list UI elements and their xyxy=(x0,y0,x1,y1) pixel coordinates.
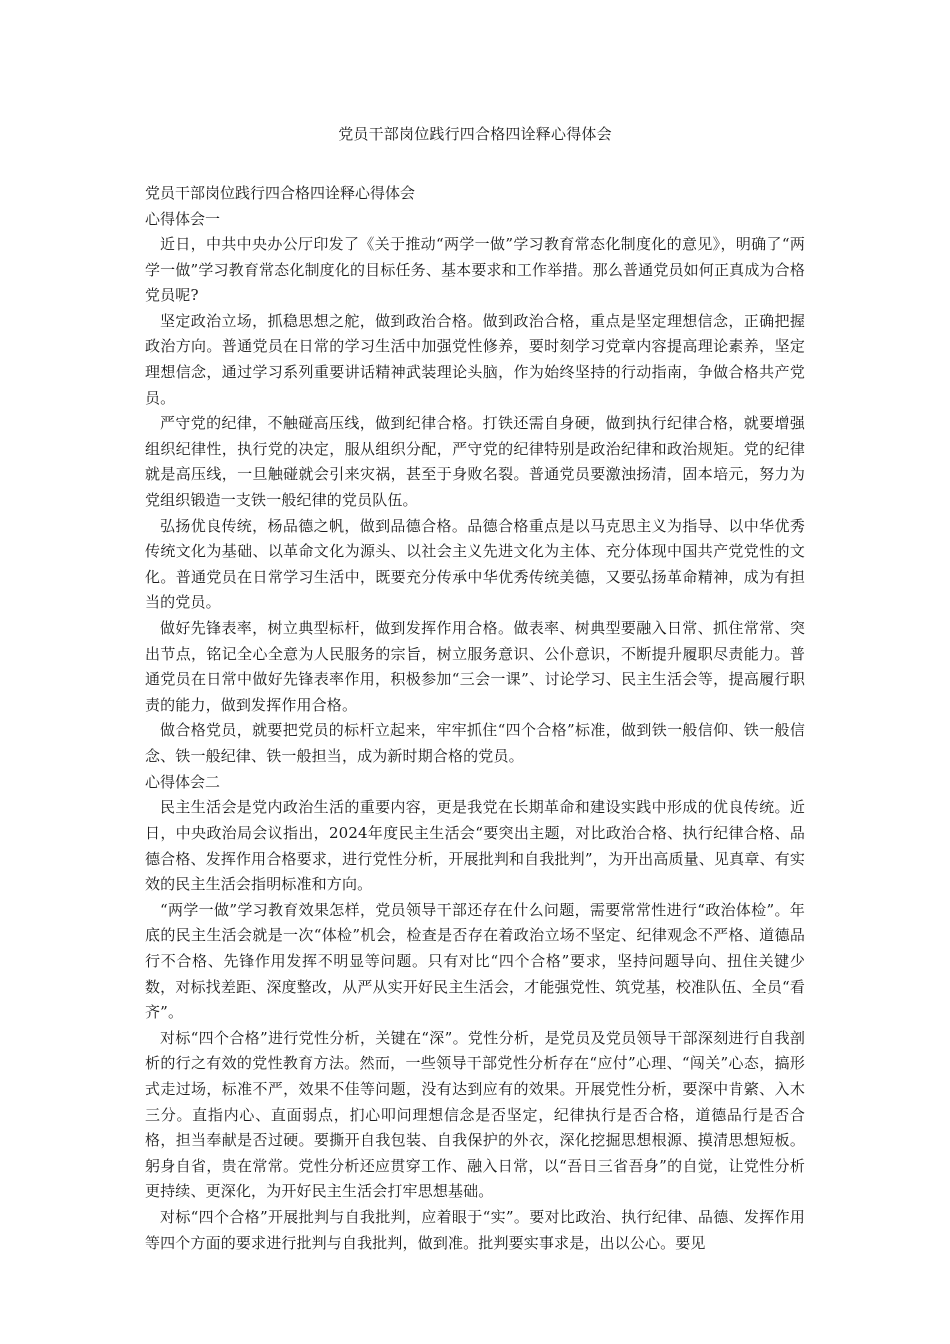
paragraph: “两学一做”学习教育效果怎样，党员领导干部还存在什么问题，需要常常性进行“政治体检”。年底的民主生活会就是一次“体检”机会，检查是否存在着政治立场不坚定、纪律观念不严格、道德品行不合格、先锋作用发挥不明显等问题。只有对比“四个合格”要求，坚持问题导向、扭住关键少数，对标找差距、深度整改，从严从实开好民主生活会，才能强党性、筑党基，校准队伍、全员“看齐”。 xyxy=(145,900,805,1022)
paragraph: 弘扬优良传统，杨品德之帆，做到品德合格。品德合格重点是以马克思主义为指导、以中华优秀传统文化为基础、以革命文化为源头、以社会主义先进文化为主体、充分体现中国共产党党性的文化。普通党员在日常学习生活中，既要充分传承中华优秀传统美德，又要弘扬革命精神，成为有担当的党员。 xyxy=(145,516,805,612)
document-title: 党员干部岗位践行四合格四诠释心得体会 xyxy=(338,125,612,143)
paragraph: 坚定政治立场，抓稳思想之舵，做到政治合格。做到政治合格，重点是坚定理想信念，正确把握政治方向。普通党员在日常的学习生活中加强党性修养，要时刻学习党章内容提高理论素养，坚定理想信念，通过学习系列重要讲话精神武装理论头脑，作为始终坚持的行动指南，争做合格共产党员。 xyxy=(145,311,805,407)
paragraph: 对标“四个合格”进行党性分析，关键在“深”。党性分析，是党员及党员领导干部深刻进行自我剖析的行之有效的党性教育方法。然而，一些领导干部党性分析存在“应付”心理、“闯关”心态，搞形式走过场，标准不严，效果不佳等问题，没有达到应有的效果。开展党性分析，要深中肯綮、入木三分。直指内心、直面弱点，扪心叩问理想信念是否坚定，纪律执行是否合格，道德品行是否合格，担当奉献是否过硬。要撕开自我包装、自我保护的外衣，深化挖掘思想根源、摸清思想短板。躬身自省，贵在常常。党性分析还应贯穿工作、融入日常，以“吾日三省吾身”的自觉，让党性分析更持续、更深化，为开好民主生活会打牢思想基础。 xyxy=(145,1028,805,1201)
paragraph: 近日，中共中央办公厅印发了《关于推动“两学一做”学习教育常态化制度化的意见》，明确了“两学一做”学习教育常态化制度化的目标任务、基本要求和工作举措。那么普通党员如何正真成为合格党员呢? xyxy=(145,235,805,305)
document-page xyxy=(145,0,805,1256)
section-heading-2: 心得体会二 xyxy=(145,773,221,792)
section-heading-1: 心得体会一 xyxy=(145,210,221,228)
paragraph: 做好先锋表率，树立典型标杆，做到发挥作用合格。做表率、树典型要融入日常、抓住常常、突出节点，铭记全心全意为人民服务的宗旨，树立服务意识、公仆意识，不断提升履职尽责能力。普通党员在日常中做好先锋表率作用，积极参加“三会一课”、讨论学习、民主生活会等，提高履行职责的能力，做到发挥作用合格。 xyxy=(145,618,805,714)
document-subtitle: 党员干部岗位践行四合格四诠释心得体会 xyxy=(145,184,416,202)
paragraph: 严守党的纪律，不触碰高压线，做到纪律合格。打铁还需自身硬，做到执行纪律合格，就要增强组织纪律性，执行党的决定，服从组织分配，严守党的纪律特别是政治纪律和政治规矩。党的纪律就是高压线，一旦触碰就会引来灾祸，甚至于身败名裂。普通党员要激浊扬清，固本培元，努力为党组织锻造一支铁一般纪律的党员队伍。 xyxy=(145,414,805,509)
paragraph: 对标“四个合格”开展批判与自我批判，应着眼于“实”。要对比政治、执行纪律、品德、发挥作用等四个方面的要求进行批判与自我批判，做到准。批判要实事求是，出以公心。要见 xyxy=(145,1207,805,1252)
paragraph: 民主生活会是党内政治生活的重要内容，更是我党在长期革命和建设实践中形成的优良传统。近日，中央政治局会议指出，2024年度民主生活会“要突出主题，对比政治合格、执行纪律合格、品德合格、发挥作用合格要求，进行党性分析，开展批判和自我批判”，为开出高质量、见真章、有实效的民主生活会指明标准和方向。 xyxy=(145,798,805,894)
paragraph: 做合格党员，就要把党员的标杆立起来，牢牢抓住“四个合格”标准，做到铁一般信仰、铁一般信念、铁一般纪律、铁一般担当，成为新时期合格的党员。 xyxy=(145,721,805,765)
